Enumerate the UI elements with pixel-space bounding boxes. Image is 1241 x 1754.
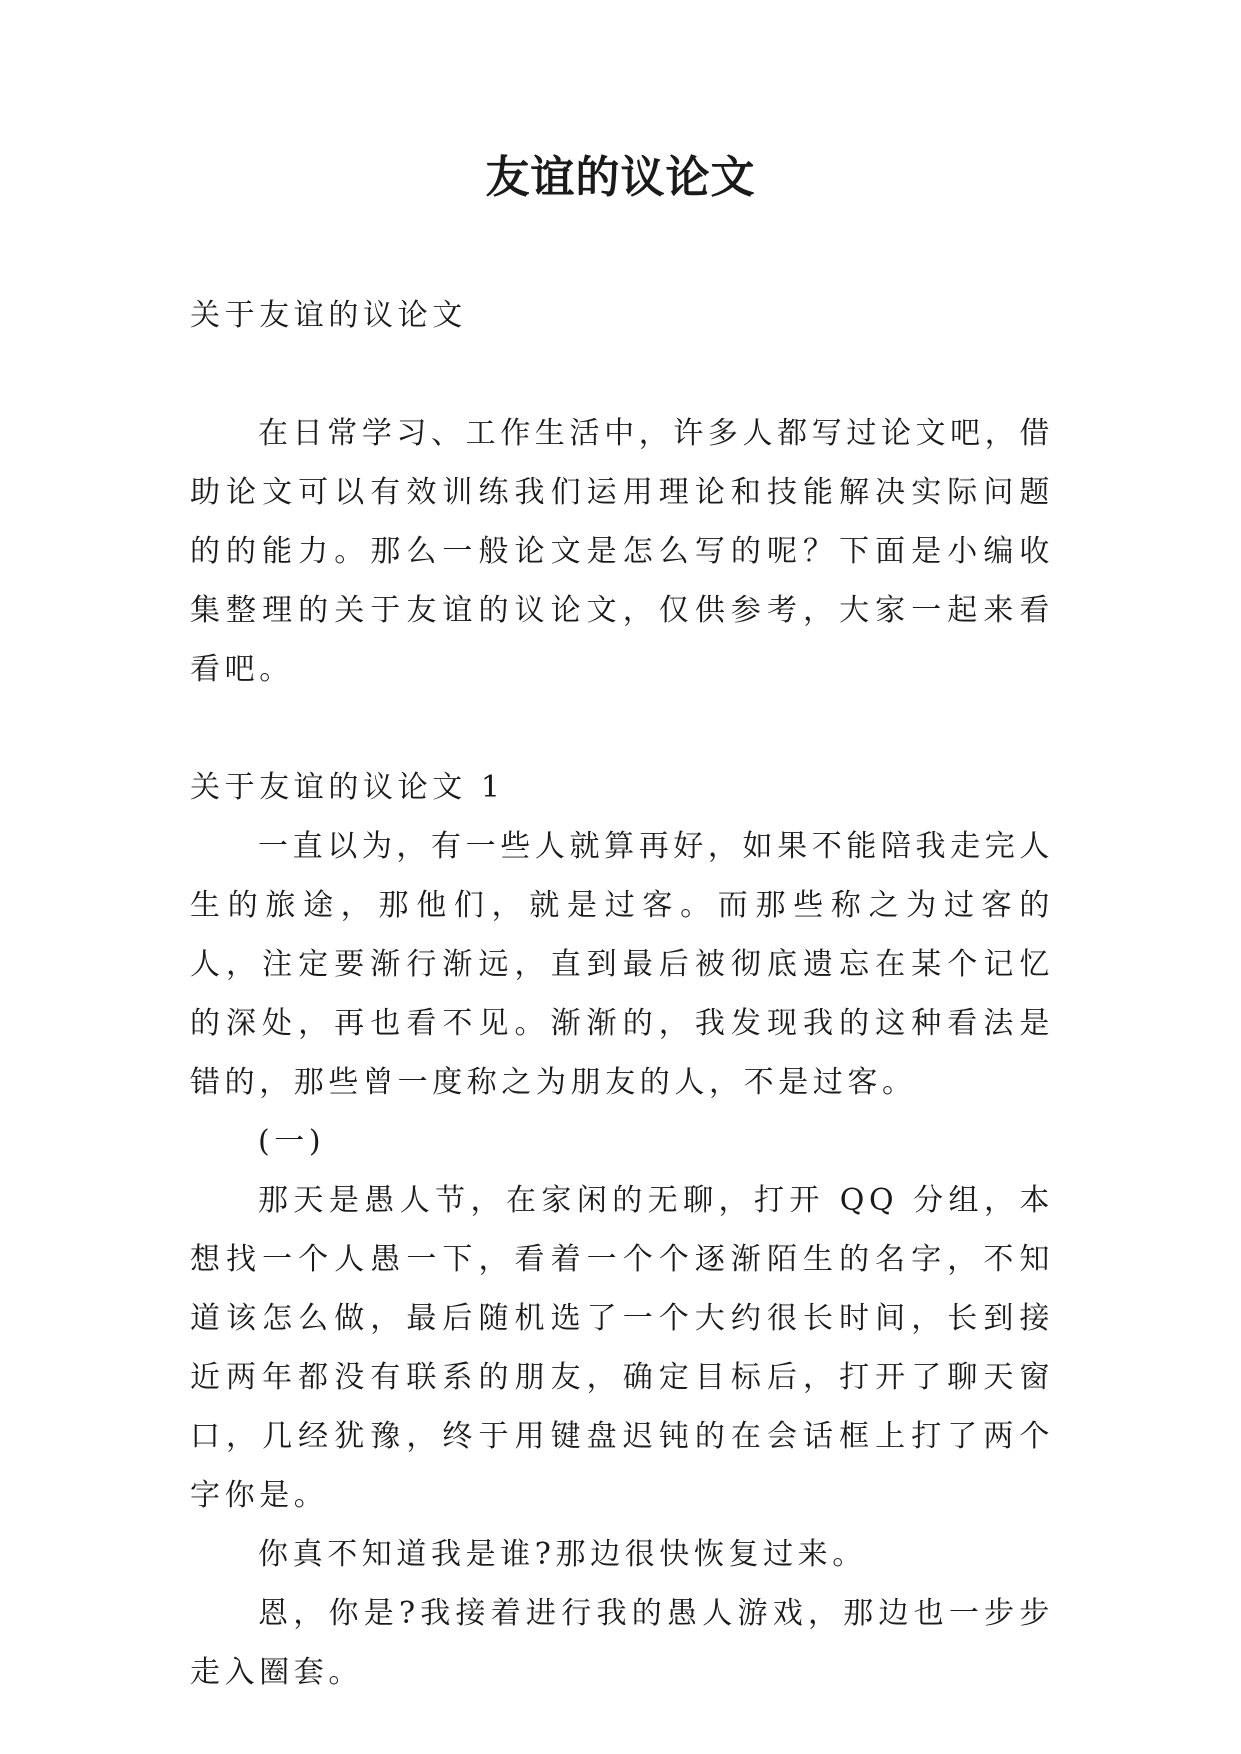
document-title: 友谊的议论文 <box>485 152 756 203</box>
spacer <box>190 345 1054 404</box>
spacer <box>190 699 1054 758</box>
section-heading: 关于友谊的议论文 1 <box>190 770 505 805</box>
intro-paragraph: 在日常学习、工作生活中，许多人都写过论文吧，借助论文可以有效训练我们运用理论和技能解决实际问题的的能力。那么一般论文是怎么写的呢？下面是小编收集整理的关于友谊的议论文，仅供参考，大家一起来看看吧。 <box>190 416 1054 687</box>
paragraph: 那天是愚人节，在家闲的无聊，打开 QQ 分组，本想找一个人愚一下，看着一个个逐渐陌生的名字，不知道该怎么做，最后随机选了一个大约很长时间，长到接近两年都没有联系的朋友，确定目标后，打开了聊天窗口，几经犹豫，终于用键盘迟钝的在会话框上打了两个字你是。 <box>190 1183 1054 1513</box>
paragraph-marker: (一) <box>258 1124 326 1159</box>
paragraph: 一直以为，有一些人就算再好，如果不能陪我走完人生的旅途，那他们，就是过客。而那些称之为过客的人，注定要渐行渐远，直到最后被彻底遗忘在某个记忆的深处，再也看不见。渐渐的，我发现我的这种看法是错的，那些曾一度称之为朋友的人，不是过客。 <box>190 829 1054 1100</box>
paragraph: 你真不知道我是谁?那边很快恢复过来。 <box>258 1537 867 1572</box>
document-body <box>190 286 1054 1702</box>
paragraph: 恩，你是?我接着进行我的愚人游戏，那边也一步步走入圈套。 <box>190 1596 1054 1690</box>
subtitle: 关于友谊的议论文 <box>190 298 467 333</box>
